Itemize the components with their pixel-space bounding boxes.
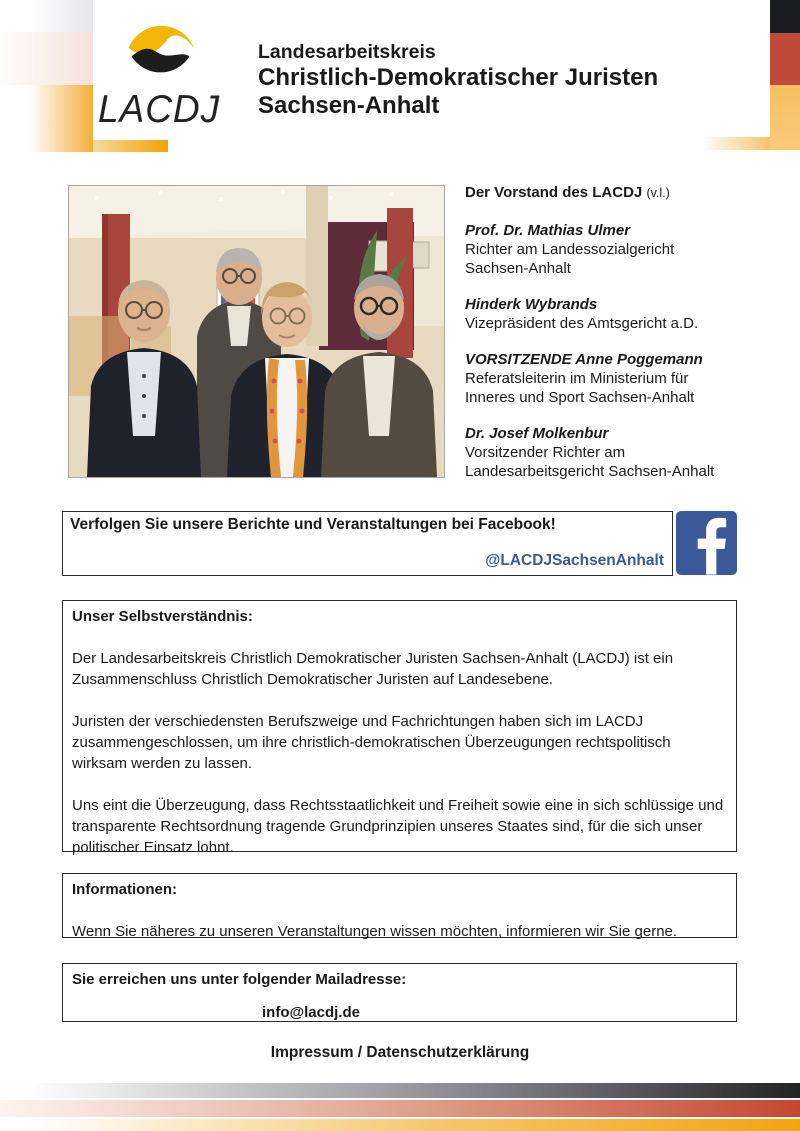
selbstverstaendnis-title: Unser Selbstverständnis: bbox=[72, 608, 253, 625]
member-role: Referatsleiterin im Ministerium für Inneres und Sport Sachsen-Anhalt bbox=[465, 370, 695, 406]
board-member bbox=[465, 221, 733, 278]
board-member bbox=[465, 424, 733, 481]
board-member bbox=[465, 295, 733, 333]
member-name: Hinderk Wybrands bbox=[465, 296, 598, 313]
lacdj-logo-icon bbox=[123, 7, 199, 85]
logo bbox=[93, 0, 228, 140]
email-link[interactable]: info@lacdj.de bbox=[262, 1004, 360, 1021]
deco-bar-black-right bbox=[770, 0, 800, 33]
facebook-handle-link[interactable]: @LACDJSachsenAnhalt bbox=[485, 552, 664, 569]
member-role: Vorsitzender Richter am Landesarbeitsgericht Sachsen-Anhalt bbox=[465, 444, 715, 480]
deco-bar-yellow-right-h bbox=[702, 137, 770, 150]
informationen-box bbox=[62, 873, 737, 938]
selbstverstaendnis-box bbox=[62, 600, 737, 856]
facebook-text: Verfolgen Sie unsere Berichte und Veranstaltungen bei Facebook! bbox=[70, 516, 556, 533]
facebook-banner bbox=[62, 511, 737, 576]
board-list bbox=[465, 183, 733, 498]
page-header bbox=[258, 41, 778, 121]
facebook-box bbox=[62, 511, 673, 576]
board-photo bbox=[68, 185, 445, 478]
kontakt-box bbox=[62, 963, 737, 1022]
impressum-link[interactable]: Impressum / Datenschutzerklärung bbox=[270, 1044, 530, 1061]
header-line-3: Sachsen-Anhalt bbox=[258, 92, 440, 120]
header-line-2: Christlich-Demokratischer Juristen bbox=[258, 64, 659, 91]
member-role: Vizepräsident des Amtsgericht a.D. bbox=[465, 315, 699, 332]
board-member bbox=[465, 350, 733, 407]
deco-bar-pink bbox=[0, 32, 93, 85]
board-heading bbox=[465, 183, 733, 203]
kontakt-title: Sie erreichen uns unter folgender Mailadresse: bbox=[72, 971, 407, 988]
deco-bottom-stripe-black bbox=[28, 1083, 800, 1098]
selbstverstaendnis-paragraph: Juristen der verschiedensten Berufszweige und Fachrichtungen haben sich im LACDJ zusammengeschlossen, um ihre christlich-demokratischen Überzeugungen rechtspolitisch wirksam werden zu lassen. bbox=[72, 713, 671, 772]
member-name: VORSITZENDE Anne Poggemann bbox=[465, 351, 703, 368]
member-name: Dr. Josef Molkenbur bbox=[465, 425, 609, 442]
logo-wordmark: LACDJ bbox=[98, 88, 221, 131]
board-photo-image bbox=[69, 186, 444, 477]
board-heading-suffix: (v.l.) bbox=[646, 186, 670, 200]
deco-bottom-stripe-yellow bbox=[28, 1119, 800, 1131]
deco-bottom-stripe-red bbox=[0, 1100, 800, 1117]
header-line-1: Landesarbeitskreis bbox=[258, 41, 436, 63]
member-role: Richter am Landessozialgericht Sachsen-Anhalt bbox=[465, 241, 675, 277]
member-name: Prof. Dr. Mathias Ulmer bbox=[465, 222, 631, 239]
deco-bar-yellow-left bbox=[30, 85, 93, 152]
deco-bar-gray bbox=[30, 0, 93, 32]
selbstverstaendnis-paragraph: Der Landesarbeitskreis Christlich Demokratischer Juristen Sachsen-Anhalt (LACDJ) ist ein Zusammenschluss Christlich Demokratischer Juristen auf Landesebene. bbox=[72, 650, 674, 688]
selbstverstaendnis-paragraph: Uns eint die Überzeugung, dass Rechtsstaatlichkeit und Freiheit sowie eine in sich schlüssige und transparente Rechtsordnung tragende Grundprinzipien unseres Staates sind, für die sich unser politischer Einsatz lohnt. bbox=[72, 797, 724, 856]
informationen-text: Wenn Sie näheres zu unseren Veranstaltungen wissen möchten, informieren wir Sie gerne. bbox=[72, 923, 678, 940]
informationen-title: Informationen: bbox=[72, 881, 177, 898]
board-heading-text: Der Vorstand des LACDJ bbox=[465, 184, 643, 201]
facebook-f-icon[interactable] bbox=[676, 511, 737, 575]
